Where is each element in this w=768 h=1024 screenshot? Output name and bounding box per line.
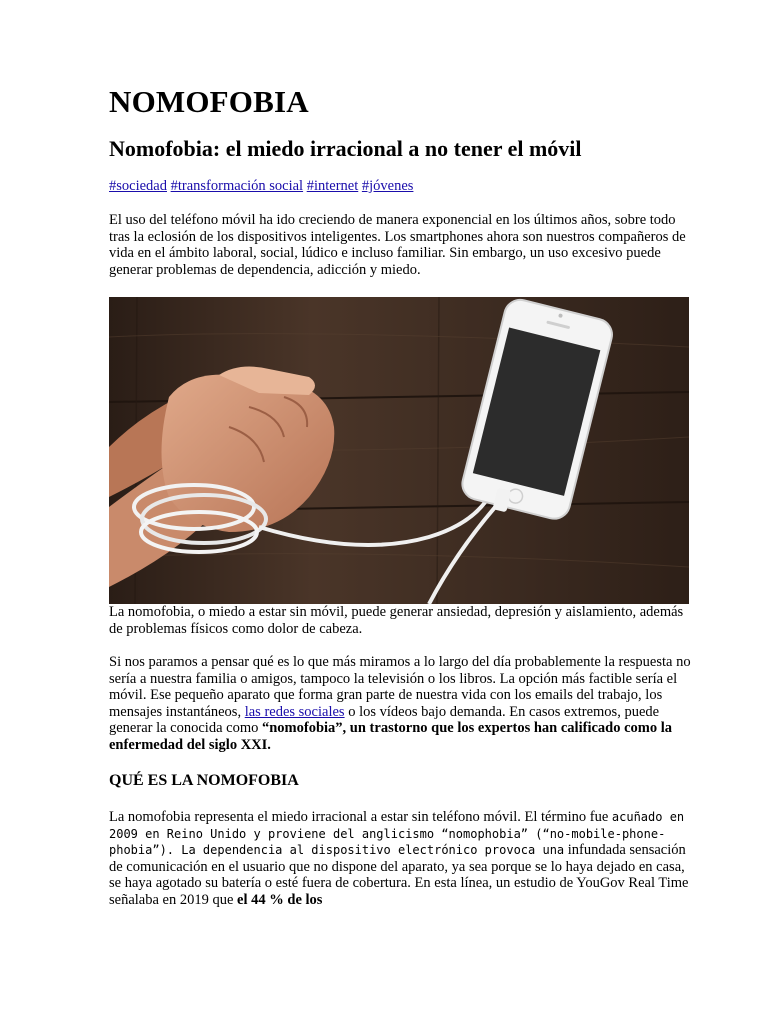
tag-link-jovenes[interactable]: #jóvenes bbox=[361, 178, 414, 194]
paragraph-text: infundada sensación de comunicación en el usuario que no dispone del aparato, ya sea porque se lo haya dejado en casa, se haya agotado su batería o esté fuera de cobertura. En esta línea, un estudio de YouGov Real Time señalaba en 2019 que bbox=[109, 842, 689, 908]
tag-link-transformacion-social[interactable]: #transformación social bbox=[170, 178, 304, 194]
body-paragraph-1 bbox=[109, 654, 699, 753]
social-networks-link[interactable]: las redes sociales bbox=[244, 703, 345, 720]
article-title: NOMOFOBIA bbox=[109, 84, 309, 119]
image-caption: La nomofobia, o miedo a estar sin móvil, puede generar ansiedad, depresión y aislamiento, además de problemas físicos como dolor de cabeza. bbox=[109, 604, 684, 637]
paragraph-text: La nomofobia representa el miedo irracional a estar sin teléfono móvil. El término fue bbox=[109, 809, 612, 825]
tag-list bbox=[109, 178, 413, 195]
tag-link-sociedad[interactable]: #sociedad bbox=[109, 178, 167, 194]
paragraph-text: Si nos paramos a pensar qué es lo que más miramos a lo largo del día probablemente la respuesta no sería a nuestra familia o amigos, tampoco la televisión o los libros. La opción más factible sería el móvil. Ese pequeño aparato que forma gran parte de nuestra vida con los emails del trabajo, los mensajes instantáneos, bbox=[109, 654, 691, 720]
tag-link-internet[interactable]: #internet bbox=[306, 178, 359, 194]
monospace-text: acuñado en 2009 en Reino Unido y proviene del anglicismo “nomophobia” (“no-mobile-phone-phobia”). La dependencia al dispositivo electrónico provoca una bbox=[109, 810, 685, 857]
section-heading: QUÉ ES LA NOMOFOBIA bbox=[109, 772, 299, 789]
article-photo bbox=[109, 297, 689, 604]
highlighted-text: el 44 % de los bbox=[237, 891, 323, 908]
article-subtitle: Nomofobia: el miedo irracional a no tener el móvil bbox=[109, 136, 582, 161]
intro-paragraph: El uso del teléfono móvil ha ido creciendo de manera exponencial en los últimos años, sobre todo tras la eclosión de los dispositivos inteligentes. Los smartphones ahora son nuestros compañeros de vida en el ámbito laboral, social, lúdico e incluso familiar. Sin embargo, un uso excesivo puede generar problemas de dependencia, adicción y miedo. bbox=[109, 212, 686, 278]
body-paragraph-2 bbox=[109, 809, 699, 908]
paragraph-text: o los vídeos bajo demanda. En casos extremos, puede generar la conocida como bbox=[109, 703, 660, 736]
highlighted-text: “nomofobia”, un trastorno que los expertos han calificado como la enfermedad del siglo XXI. bbox=[109, 720, 673, 753]
